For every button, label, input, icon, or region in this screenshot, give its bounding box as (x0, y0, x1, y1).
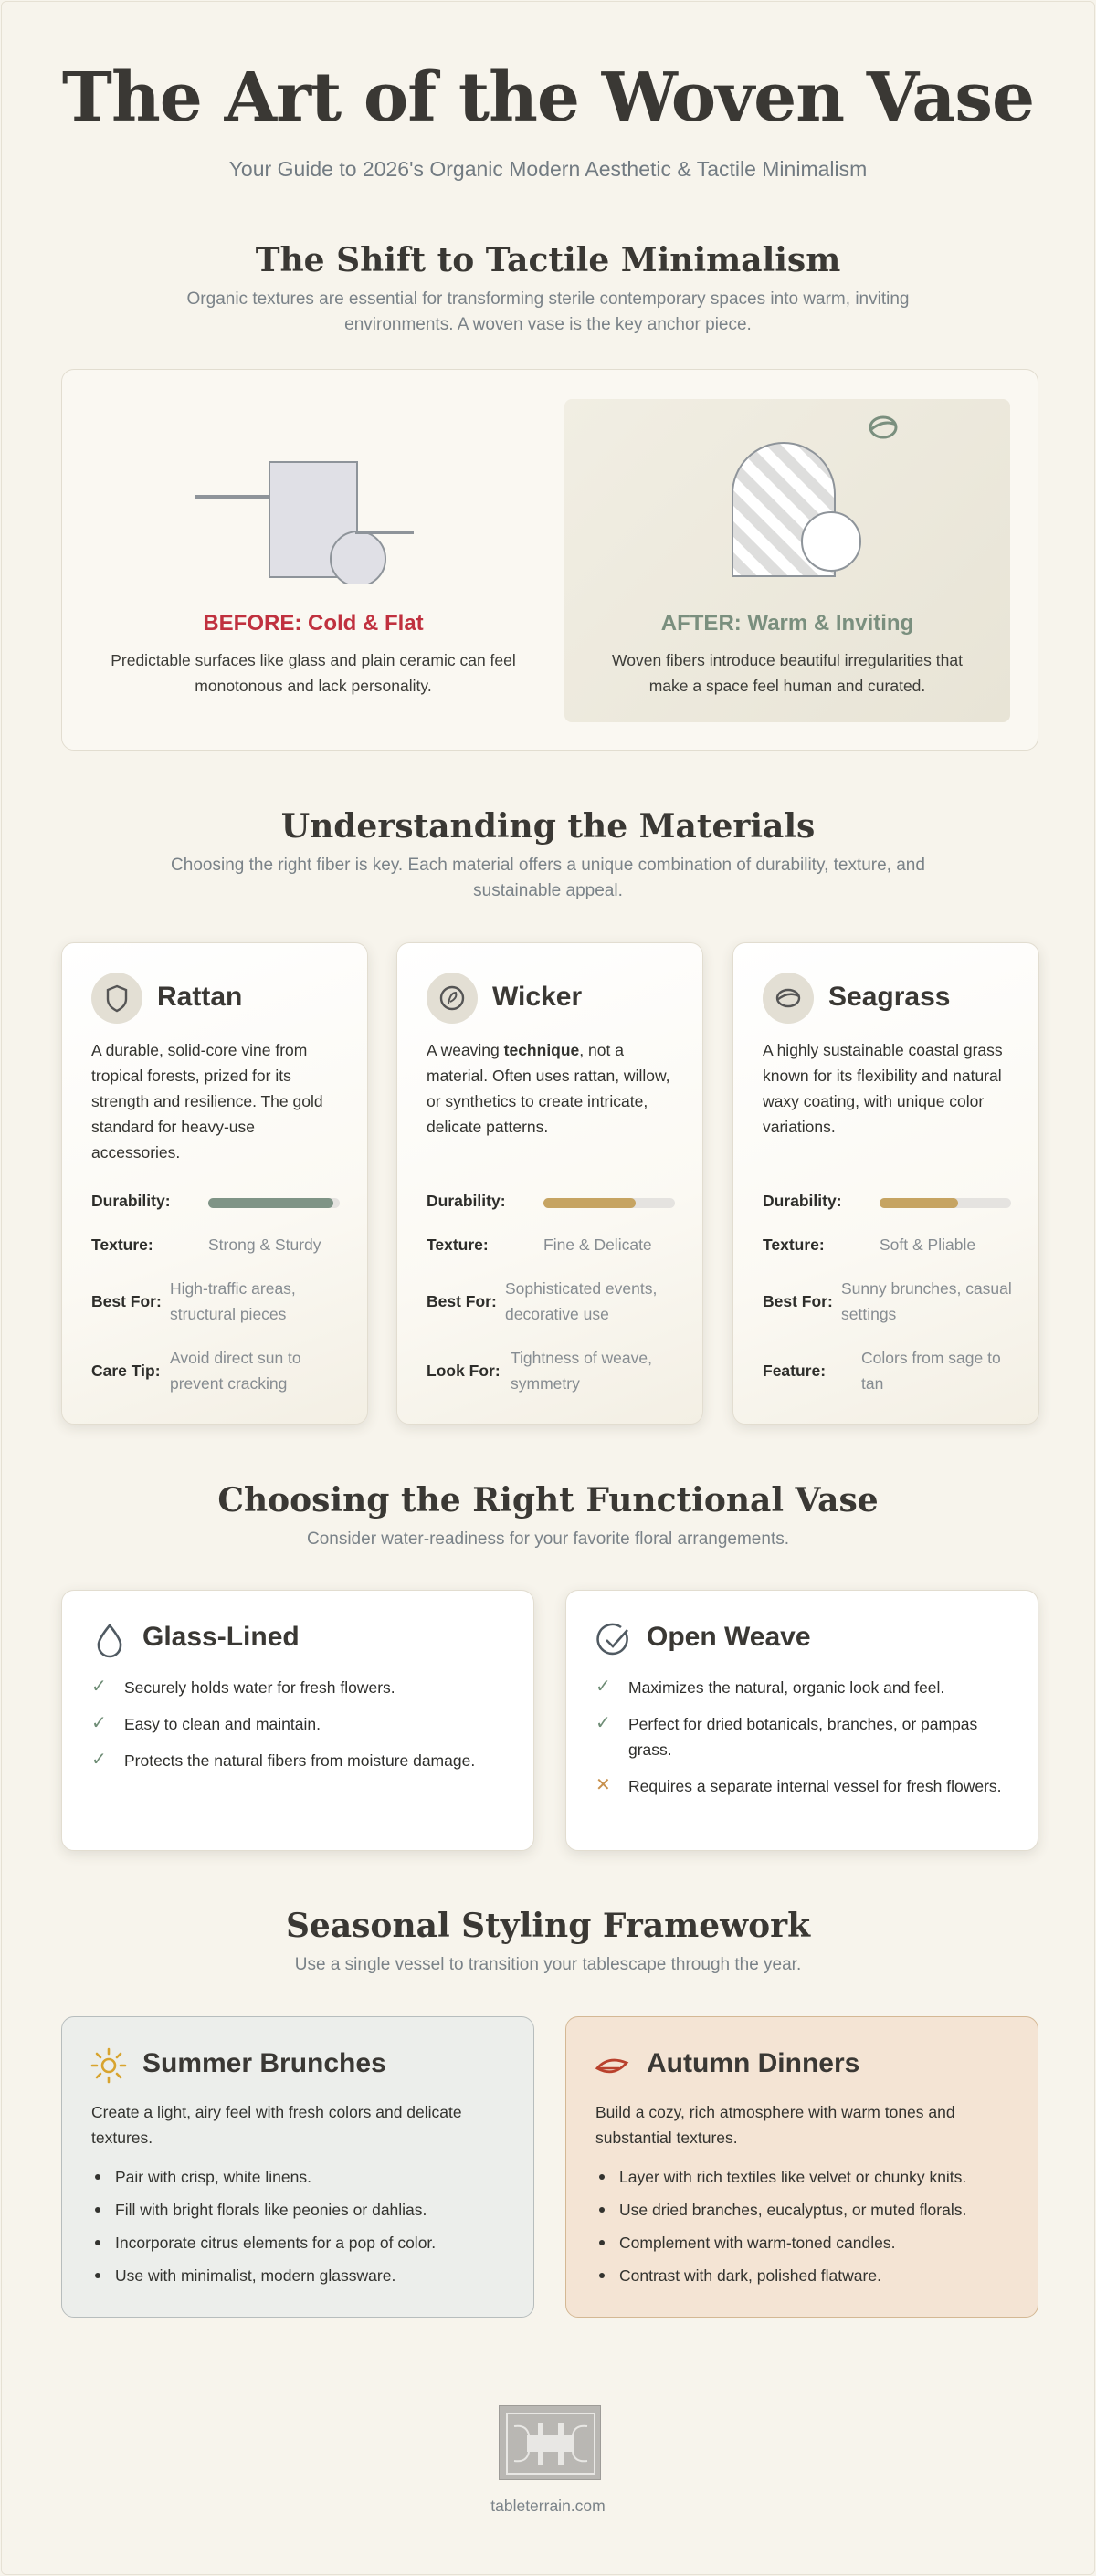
shield-icon (91, 973, 142, 1024)
check-icon: ✓ (91, 1750, 107, 1770)
material-name: Seagrass (828, 982, 951, 1012)
texture-label: Texture: (763, 1235, 825, 1254)
material-card-wicker (396, 942, 703, 1425)
materials-section-intro: Choosing the right fiber is key. Each material offers a unique combination of durability, texture, and sustainable appeal. (171, 856, 925, 900)
best-for-value: High-traffic areas, structural pieces (170, 1279, 296, 1323)
open-weave-title: Open Weave (647, 1622, 811, 1652)
cross-icon: ✕ (595, 1775, 611, 1795)
before-text: Predictable surfaces like glass and plain ceramic can feel monotonous and lack personality. (111, 651, 516, 695)
durability-label: Durability: (91, 1192, 171, 1210)
before-after-card (61, 369, 1038, 751)
material-card-rattan (61, 942, 368, 1425)
page-title: The Art of the Woven Vase (61, 58, 1035, 137)
shift-section-title: The Shift to Tactile Minimalism (255, 241, 841, 279)
durability-label: Durability: (763, 1192, 842, 1210)
feature-item: Maximizes the natural, organic look and feel. (628, 1678, 945, 1697)
autumn-title: Autumn Dinners (647, 2048, 860, 2078)
footer-site-link[interactable]: tableterrain.com (490, 2497, 606, 2515)
material-name: Wicker (492, 982, 583, 1012)
durability-bar (880, 1198, 1011, 1208)
care-tip-value: Avoid direct sun to prevent cracking (170, 1349, 301, 1393)
list-item: Use dried branches, eucalyptus, or muted florals. (619, 2198, 1012, 2222)
durability-label: Durability: (427, 1192, 506, 1210)
material-description: A weaving technique, not a material. Often uses rattan, willow, or synthetics to create intricate, delicate patterns. (427, 1041, 670, 1136)
material-description: A durable, solid-core vine from tropical forests, prized for its strength and resilience. The gold standard for heavy-use accessories. (91, 1041, 323, 1162)
feature-item: Easy to clean and maintain. (124, 1715, 321, 1733)
list-item: Use with minimalist, modern glassware. (115, 2264, 508, 2287)
autumn-card (565, 2016, 1038, 2318)
leaf-icon (594, 2050, 632, 2083)
shift-section-intro: Organic textures are essential for transforming sterile contemporary spaces into warm, inviting environments. A woven vase is the key anchor piece. (186, 289, 910, 334)
list-item: Layer with rich textiles like velvet or chunky knits. (619, 2165, 1012, 2189)
open-weave-card (565, 1590, 1038, 1851)
check-icon: ✓ (595, 1713, 611, 1733)
care-tip-label: Care Tip: (91, 1362, 161, 1380)
autumn-intro: Build a cozy, rich atmosphere with warm tones and substantial textures. (595, 2103, 955, 2147)
texture-value: Strong & Sturdy (208, 1235, 321, 1254)
summer-card (61, 2016, 534, 2318)
look-for-label: Look For: (427, 1362, 501, 1380)
durability-bar (543, 1198, 675, 1208)
after-title: AFTER: Warm & Inviting (660, 611, 914, 636)
glass-lined-card (61, 1590, 534, 1851)
material-description: A highly sustainable coastal grass known for its flexibility and natural waxy coating, with unique color variations. (763, 1041, 1003, 1136)
feature-label: Feature: (763, 1362, 827, 1380)
sun-icon (90, 2046, 128, 2085)
feature-item: Requires a separate internal vessel for fresh flowers. (628, 1777, 1002, 1795)
water-drop-icon (91, 1622, 128, 1658)
texture-label: Texture: (91, 1235, 153, 1254)
after-panel (564, 399, 1010, 722)
weave-icon (866, 410, 901, 445)
list-item: Contrast with dark, polished flatware. (619, 2264, 1012, 2287)
best-for-label: Best For: (91, 1292, 162, 1310)
material-card-seagrass (732, 942, 1039, 1425)
list-item: Complement with warm-toned candles. (619, 2231, 1012, 2255)
infographic-page (1, 1, 1095, 2575)
before-title: BEFORE: Cold & Flat (203, 611, 424, 636)
texture-label: Texture: (427, 1235, 489, 1254)
woven-vase-illustration (731, 441, 877, 578)
cold-flat-illustration (195, 447, 432, 584)
check-icon: ✓ (91, 1713, 107, 1733)
best-for-value: Sunny brunches, casual settings (841, 1279, 1012, 1323)
list-item: Pair with crisp, white linens. (115, 2165, 508, 2189)
look-for-value: Tightness of weave, symmetry (511, 1349, 652, 1393)
technique-icon (427, 973, 478, 1024)
feature-item: Securely holds water for fresh flowers. (124, 1678, 395, 1697)
best-for-value: Sophisticated events, decorative use (505, 1279, 658, 1323)
seasonal-section-title: Seasonal Styling Framework (285, 1907, 811, 1945)
durability-bar-fill (543, 1198, 636, 1208)
durability-bar-fill (208, 1198, 333, 1208)
after-text: Woven fibers introduce beautiful irregularities that make a space feel human and curated. (612, 651, 963, 695)
check-circle-icon (595, 1622, 632, 1658)
functional-section-intro: Consider water-readiness for your favorite floral arrangements. (306, 1530, 789, 1549)
site-logo[interactable] (499, 2405, 601, 2480)
list-item: Fill with bright florals like peonies or dahlias. (115, 2198, 508, 2222)
best-for-label: Best For: (763, 1292, 833, 1310)
summer-title: Summer Brunches (142, 2048, 386, 2078)
seasonal-section-intro: Use a single vessel to transition your tablescape through the year. (294, 1955, 802, 1974)
materials-section-title: Understanding the Materials (280, 807, 816, 846)
glass-lined-title: Glass-Lined (142, 1622, 300, 1652)
durability-bar-fill (880, 1198, 958, 1208)
texture-value: Soft & Pliable (880, 1235, 976, 1254)
summer-intro: Create a light, airy feel with fresh colors and delicate textures. (91, 2103, 462, 2147)
durability-bar (208, 1198, 340, 1208)
feature-item: Protects the natural fibers from moisture damage. (124, 1751, 476, 1770)
check-icon: ✓ (91, 1677, 107, 1697)
material-name: Rattan (157, 982, 243, 1012)
texture-value: Fine & Delicate (543, 1235, 652, 1254)
seagrass-icon (763, 973, 814, 1024)
feature-item: Perfect for dried botanicals, branches, or pampas grass. (628, 1715, 978, 1759)
functional-section-title: Choosing the Right Functional Vase (217, 1481, 879, 1519)
page-subtitle: Your Guide to 2026's Organic Modern Aesthetic & Tactile Minimalism (228, 157, 868, 181)
feature-value: Colors from sage to tan (861, 1349, 1001, 1393)
list-item: Incorporate citrus elements for a pop of color. (115, 2231, 508, 2255)
check-icon: ✓ (595, 1677, 611, 1697)
best-for-label: Best For: (427, 1292, 497, 1310)
